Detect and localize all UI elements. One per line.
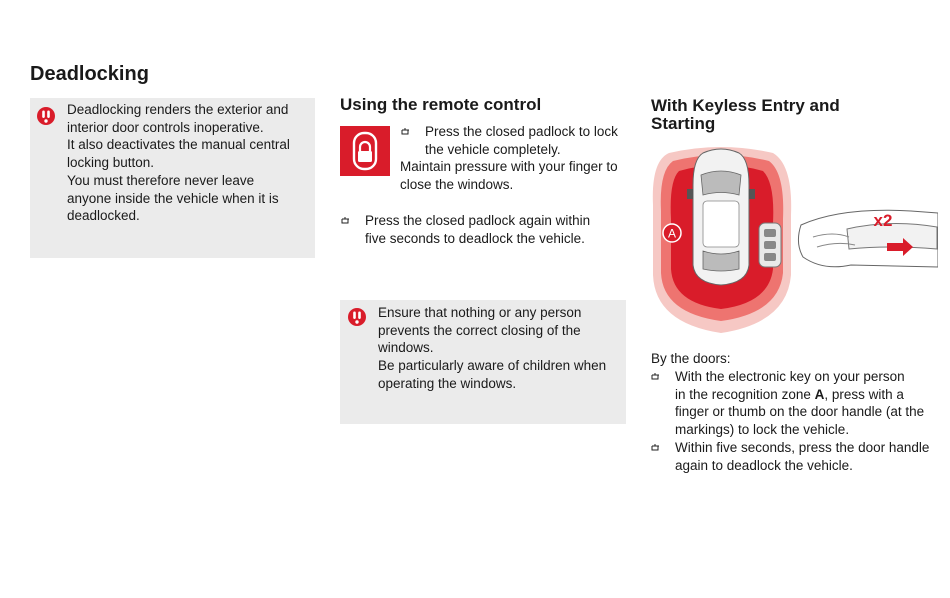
warning-exclamation-icon <box>348 308 366 326</box>
deadlock-warning-text: Deadlocking renders the exterior and interior door controls inoperative. It also deactivates the manual central locking button. You must therefore never leave anyone inside the vehicle when it is deadlocked. <box>67 102 290 224</box>
closed-padlock-icon <box>340 126 390 176</box>
press-twice-label: x2 <box>873 211 893 230</box>
hand-on-door-handle <box>798 210 938 267</box>
keyless-illustration <box>651 145 938 335</box>
warning-exclamation-icon <box>37 107 55 125</box>
windows-warning-text: Ensure that nothing or any person prevents the correct closing of the windows. Be particularly aware of children when operating the windows. <box>378 305 607 391</box>
remote-heading: Using the remote control <box>340 95 542 114</box>
keyless-bullet-deadlock: Within five seconds, press the door handle again to deadlock the vehicle. <box>675 440 930 473</box>
pointer-hand-icon <box>401 126 413 136</box>
zone-a-label: A <box>667 226 677 241</box>
pointer-hand-icon <box>651 442 663 452</box>
pointer-hand-icon <box>651 371 663 381</box>
page-title: Deadlocking <box>30 63 149 85</box>
remote-bullet-lock: Press the closed padlock to lock the vehicle completely. <box>425 124 618 157</box>
by-doors-label: By the doors: <box>651 351 731 366</box>
electronic-key <box>759 223 781 267</box>
keyless-heading: With Keyless Entry and Starting <box>651 96 840 133</box>
remote-pressure-text: Maintain pressure with your finger to close the windows. <box>400 159 618 192</box>
remote-bullet-deadlock: Press the closed padlock again within five seconds to deadlock the vehicle. <box>365 213 591 246</box>
pointer-hand-icon <box>341 215 353 225</box>
car-top-view <box>687 149 755 285</box>
keyless-bullet-lock: With the electronic key on your person in the recognition zone A, press with a finger or thumb on the door handle (at the markings) to lock the vehicle. <box>675 369 925 438</box>
